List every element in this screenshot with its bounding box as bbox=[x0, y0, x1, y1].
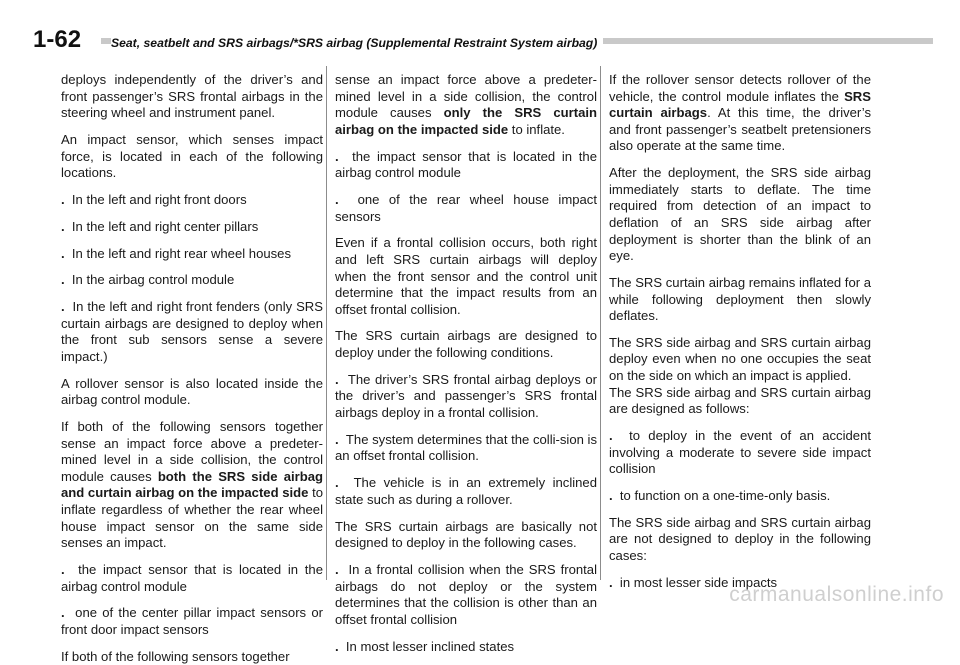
text-run: to inflate. bbox=[508, 121, 565, 137]
list-item bbox=[609, 488, 871, 505]
paragraph: The SRS side airbag and SRS curtain airbag deploy even when no one occupies the seat on the side on which an impact is applied. bbox=[609, 334, 871, 384]
column-3 bbox=[609, 72, 871, 591]
bullet: . bbox=[61, 245, 65, 261]
list-item-text: the impact sensor that is located in the airbag control module bbox=[335, 148, 597, 181]
bullet: . bbox=[335, 191, 339, 207]
list-item-text: the impact sensor that is located in the airbag control module bbox=[61, 561, 323, 594]
paragraph: The SRS curtain airbag remains inflated for a while following deployment then slowly deflates. bbox=[609, 274, 872, 324]
paragraph: If both of the following sensors together bbox=[61, 648, 290, 664]
list-item bbox=[335, 475, 597, 508]
list-item bbox=[335, 149, 597, 182]
bullet: . bbox=[61, 272, 65, 288]
list-item-text: In the left and right rear wheel houses bbox=[71, 245, 292, 261]
bullet: . bbox=[335, 475, 339, 491]
bold-text: SRS curtain airbags bbox=[609, 88, 871, 121]
watermark-text: carmanualsonline.info bbox=[729, 583, 944, 606]
paragraph: A rollover sensor is also located inside the airbag control module. bbox=[61, 375, 323, 408]
list-item-text: In the left and right front fenders (only SRS curtain airbags are designed to deploy when the front sub sensors sense a severe impact.) bbox=[61, 299, 323, 364]
paragraph bbox=[61, 419, 323, 552]
list-item-text: In the airbag control module bbox=[71, 272, 235, 288]
bold-text: both the SRS side airbag and curtain airbag on the impacted side bbox=[61, 468, 323, 501]
bullet: . bbox=[609, 428, 613, 444]
text-run: . At this time, the driver’s and front passenger’s seatbelt pretensioners also operate at the same time. bbox=[609, 105, 871, 154]
list-item-text: to deploy in the event of an accident involving a moderate to severe side impact collision bbox=[609, 428, 871, 477]
column-divider bbox=[600, 66, 601, 580]
bullet: . bbox=[609, 574, 613, 590]
paragraph: The SRS side airbag and SRS curtain airbag are not designed to deploy in the following cases: bbox=[609, 514, 871, 563]
bullet: . bbox=[335, 561, 339, 577]
paragraph: The SRS curtain airbags are designed to deploy under the following conditions. bbox=[335, 328, 597, 361]
list-item bbox=[61, 299, 323, 365]
bullet: . bbox=[61, 561, 65, 577]
paragraph: The SRS side airbag and SRS curtain airbag are designed as follows: bbox=[609, 384, 871, 417]
list-item bbox=[61, 272, 323, 289]
list-item-text: to function on a one-time-only basis. bbox=[619, 488, 831, 503]
bullet: . bbox=[335, 638, 339, 654]
bullet: . bbox=[61, 218, 65, 234]
list-item-text: one of the center pillar impact sensors or front door impact sensors bbox=[61, 605, 323, 637]
column-2 bbox=[335, 72, 597, 655]
paragraph bbox=[335, 72, 597, 138]
bullet: . bbox=[609, 488, 613, 503]
column-divider bbox=[326, 66, 327, 580]
text-run: sense an impact force above a predeter-mined level in a side collision, the control module causes bbox=[335, 72, 597, 121]
list-item-text: in most lesser side impacts bbox=[619, 574, 778, 590]
bullet: . bbox=[61, 605, 65, 621]
list-item bbox=[335, 432, 597, 465]
bullet: . bbox=[61, 191, 65, 207]
list-item-text: In the left and right front doors bbox=[71, 191, 247, 207]
list-item-text: The vehicle is in an extremely inclined state such as during a rollover. bbox=[335, 475, 597, 507]
bullet: . bbox=[335, 371, 339, 387]
list-item bbox=[335, 192, 597, 225]
paragraph bbox=[609, 72, 871, 155]
paragraph: The SRS curtain airbags are basically not designed to deploy in the following cases. bbox=[335, 518, 597, 551]
bullet: . bbox=[335, 431, 339, 447]
list-item bbox=[61, 246, 323, 263]
list-item-text: In the left and right center pillars bbox=[71, 218, 259, 234]
list-item bbox=[335, 562, 597, 628]
page-header bbox=[33, 26, 933, 56]
section-title: Seat, seatbelt and SRS airbags/*SRS airbag (Supplemental Restraint System airbag) bbox=[111, 36, 603, 50]
bullet: . bbox=[335, 148, 339, 164]
list-item bbox=[335, 372, 597, 422]
column-1 bbox=[61, 72, 323, 665]
list-item bbox=[609, 428, 871, 478]
paragraph: After the deployment, the SRS side airbag immediately starts to deflate. The time required from detection of an impact to deflation of an SRS side airbag after deployment is shorter than the blink of an eye. bbox=[609, 165, 871, 264]
list-item-text: In most lesser inclined states bbox=[345, 638, 515, 654]
paragraph: deploys independently of the driver’s and front passenger’s SRS frontal airbags in the steering wheel and instrument panel. bbox=[61, 72, 323, 121]
paragraph: Even if a frontal collision occurs, both right and left SRS curtain airbags will deploy when the front sensor and the control unit determine that the impact results from an offset frontal collision. bbox=[335, 235, 597, 317]
bullet: . bbox=[61, 299, 65, 315]
text-run: If the rollover sensor detects rollover of the vehicle, the control module inflates the bbox=[609, 72, 871, 104]
paragraph: An impact sensor, which senses impact force, is located in each of the following locations. bbox=[61, 131, 323, 181]
list-item-text: In a frontal collision when the SRS frontal airbags do not deploy or the system determines that the collision is other than an offset frontal collision bbox=[335, 561, 597, 627]
text-run: If both of the following sensors together sense an impact force above a predeter-mined level in a side collision, the control module causes bbox=[61, 419, 323, 484]
list-item-text: The driver’s SRS frontal airbag deploys or the driver’s and passenger’s SRS frontal airbags deploy in a frontal collision. bbox=[335, 371, 597, 421]
list-item bbox=[61, 562, 323, 595]
list-item bbox=[61, 219, 323, 236]
text-run: to inflate regardless of whether the rear wheel house impact sensor on the same side senses an impact. bbox=[61, 485, 324, 551]
list-item bbox=[335, 639, 597, 656]
list-item bbox=[61, 605, 323, 638]
list-item bbox=[61, 192, 323, 209]
page-number: 1-62 bbox=[33, 26, 82, 53]
bold-text: only the SRS curtain airbag on the impacted side bbox=[335, 105, 597, 137]
list-item-text: one of the rear wheel house impact sensors bbox=[335, 191, 597, 224]
list-item-text: The system determines that the colli-sion is an offset frontal collision. bbox=[335, 431, 597, 464]
